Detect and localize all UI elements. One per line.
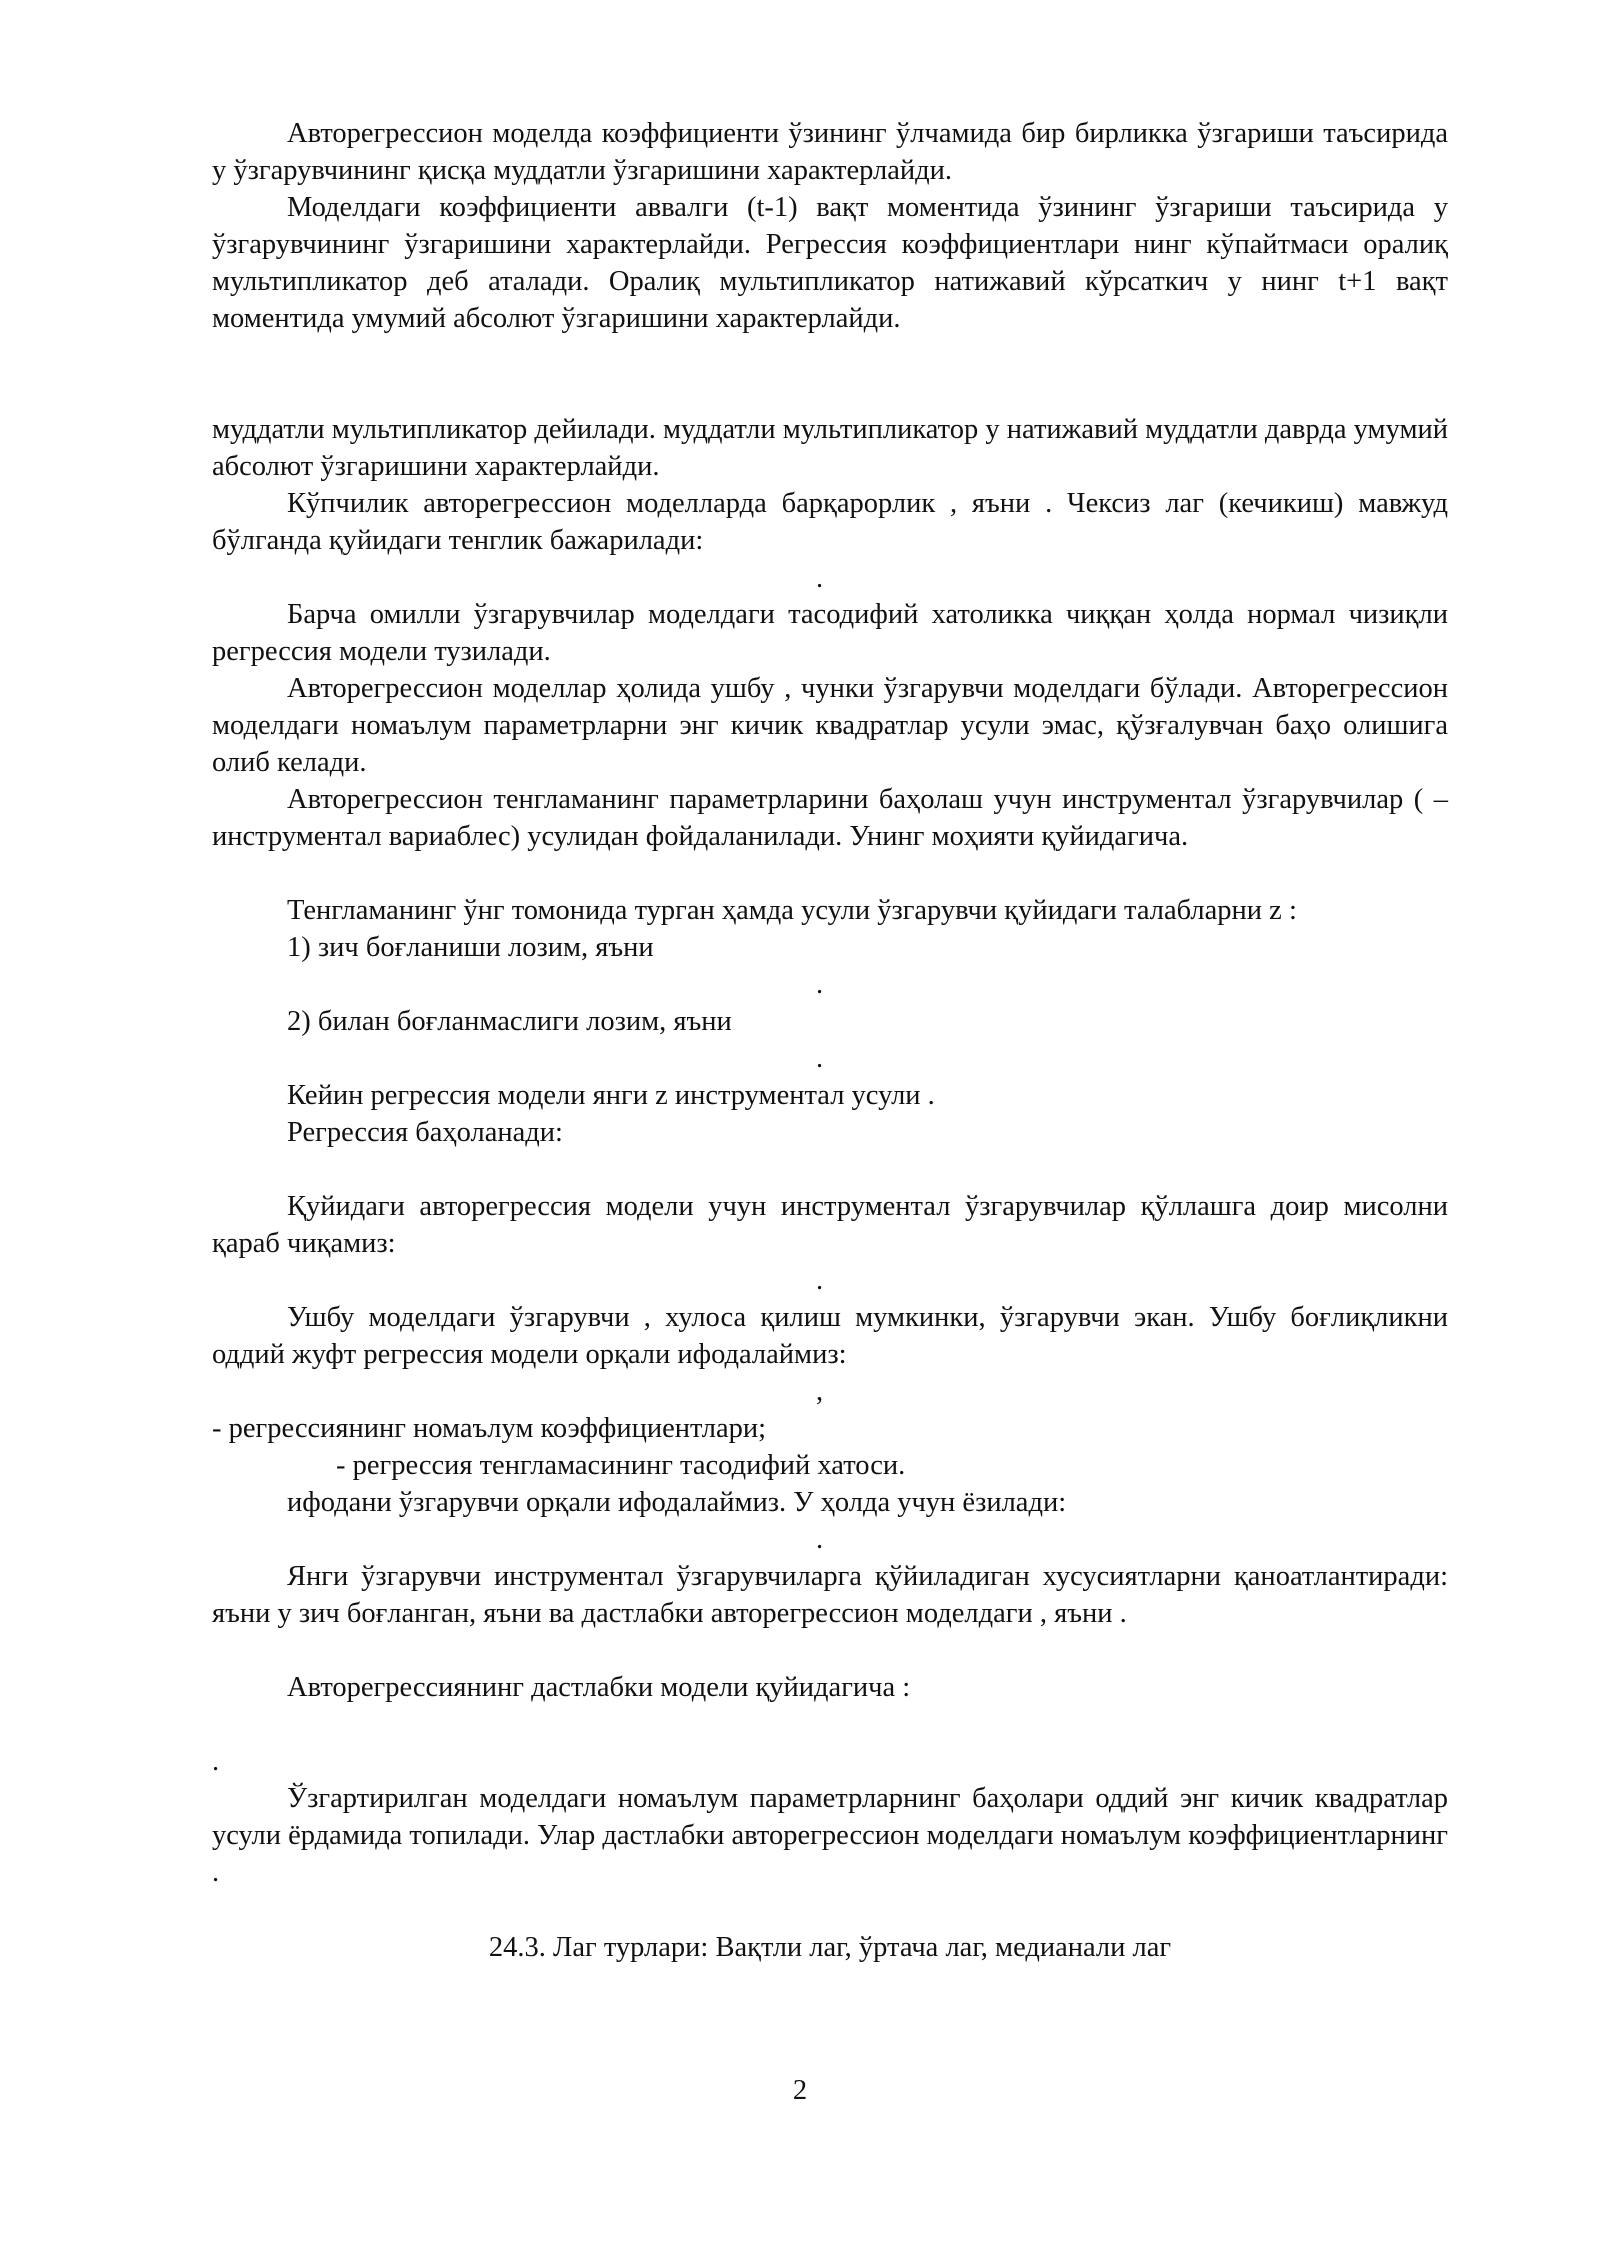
paragraph-16: - регрессия тенгламасининг тасодифий хатоси. [336,1450,906,1481]
paragraph-17: ифодани ўзгарувчи орқали ифодалаймиз. У ҳолда учун ёзилади: [287,1487,1067,1518]
paragraph-14: Ушбу моделдаги ўзгарувчи , хулоса қилиш мумкинки, ўзгарувчи экан. Ушбу боғлиқликни оддий жуфт регрессия модели орқали ифодалаймиз: [212,1302,1448,1370]
formula-dot-1: . [816,563,824,594]
paragraph-3: муддатли мультипликатор дейилади. муддатли мультипликатор у натижавий муддатли даврда умумий абсолют ўзгаришини характерлайди. [212,414,1448,482]
formula-dot-4: . [816,1265,824,1296]
paragraph-13: Қуйидаги авторегрессия модели учун инструментал ўзгарувчилар қўллашга доир мисолни қараб чиқамиз: [212,1191,1448,1259]
section-heading: 24.3. Лаг турлари: Вақтли лаг, ўртача лаг, медианали лаг [488,1932,1172,1963]
formula-dot-2: . [816,969,824,1000]
paragraph-20: Ўзгартирилган моделдаги номаълум параметрларнинг баҳолари оддий энг кичик квадратлар усули ёрдамида топилади. Улар дастлабки авторегрессион моделдаги номаълум коэффициентларнинг . [212,1783,1448,1888]
paragraph-9: 1) зич боғланиши лозим, яъни [287,932,654,963]
formula-dot-6: . [212,1746,220,1777]
paragraph-19: Авторегрессиянинг дастлабки модели қуйидагича : [287,1672,911,1703]
formula-dot-5: . [816,1524,824,1555]
paragraph-12: Регрессия баҳоланади: [287,1117,563,1148]
paragraph-10: 2) билан боғланмаслиги лозим, яъни [287,1006,732,1037]
paragraph-5: Барча омилли ўзгарувчилар моделдаги тасодифий хатоликка чиққан ҳолда нормал чизиқли регрессия модели тузилади. [212,599,1448,667]
paragraph-7: Авторегрессион тенгламанинг параметрларини баҳолаш учун инструментал ўзгарувчилар ( – инструментал вариаблес) усулидан фойдаланилади. Унинг моҳияти қуйидагича. [212,784,1448,852]
paragraph-4: Кўпчилик авторегрессион моделларда барқарорлик , яъни . Чексиз лаг (кечикиш) мавжуд бўлганда қуйидаги тенглик бажарилади: [212,488,1448,556]
paragraph-2: Моделдаги коэффициенти аввалги (t-1) вақт моментида ўзининг ўзгариши таъсирида у ўзгарувчининг ўзгаришини характерлайди. Регрессия коэффициентлари нинг кўпайтмаси оралиқ мультипликатор деб аталади. Оралиқ мультипликатор натижавий кўрсаткич у нинг t+1 вақт моментида умумий абсолют ўзгаришини характерлайди. [212,192,1448,334]
formula-dot-3: . [816,1043,824,1074]
paragraph-11: Кейин регрессия модели янги z инструментал усули . [287,1080,935,1111]
paragraph-8: Тенгламанинг ўнг томонида турган ҳамда усули ўзгарувчи қуйидаги талабларни z : [287,895,1297,926]
paragraph-1: Авторегрессион моделда коэффициенти ўзининг ўлчамида бир бирликка ўзгариши таъсирида у ўзгарувчининг қисқа муддатли ўзгаришини характерлайди. [212,118,1448,186]
paragraph-6: Авторегрессион моделлар ҳолида ушбу , чунки ўзгарувчи моделдаги бўлади. Авторегрессион моделдаги номаълум параметрларни энг кичик квадратлар усули эмас, қўзғалувчан баҳо олишига олиб келади. [212,673,1448,778]
formula-comma-1: , [816,1376,824,1407]
paragraph-15: - регрессиянинг номаълум коэффициентлари; [212,1413,767,1444]
paragraph-18: Янги ўзгарувчи инструментал ўзгарувчиларга қўйиладиган хусусиятларни қаноатлантиради: яъни у зич боғланган, яъни ва дастлабки авторегрессион моделдаги , яъни . [212,1561,1448,1629]
page-number: 2 [792,2075,808,2106]
